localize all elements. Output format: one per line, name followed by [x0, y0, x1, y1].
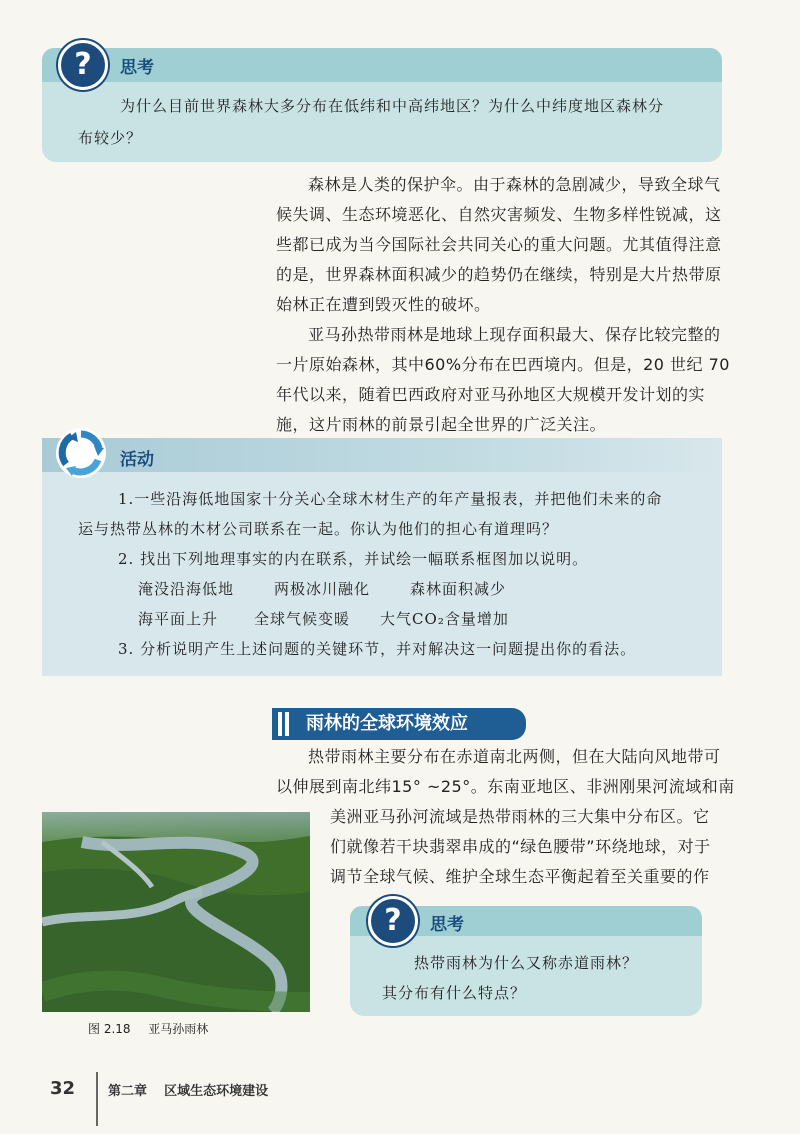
think-box-title: 思考 — [120, 58, 154, 78]
body-line: 美洲亚马孙河流域是热带雨林的三大集中分布区。它 — [330, 807, 710, 826]
body-line: 始林正在遭到毁灭性的破坏。 — [276, 295, 491, 314]
activity-item-1-line-2: 运与热带丛林的木材公司联系在一起。你认为他们的担心有道理吗？ — [78, 520, 559, 538]
body-paragraphs-2b — [330, 802, 730, 892]
think-box-line-1: 为什么目前世界森林大多分布在低纬和中高纬地区？为什么中纬度地区森林分 — [120, 97, 665, 115]
fact-item: 全球气候变暖 — [254, 610, 351, 628]
section-heading — [272, 708, 526, 740]
amazon-rainforest-photo — [42, 812, 310, 1012]
think-box-top — [42, 48, 722, 162]
fact-item: 海平面上升 — [138, 610, 219, 628]
body-line: 一片原始森林，其中60%分布在巴西境内。但是，20 世纪 70 — [276, 355, 730, 374]
think-box-question — [78, 90, 718, 154]
section-title: 雨林的全球环境效应 — [306, 713, 468, 734]
co2-formula: CO₂ — [412, 610, 445, 628]
body-line: 施，这片雨林的前景引起全世界的广泛关注。 — [276, 415, 607, 434]
fact-item: 两极冰川融化 — [274, 580, 371, 598]
footer-chapter — [108, 1080, 268, 1099]
body-paragraphs-2 — [276, 742, 736, 802]
figure-caption — [88, 1020, 208, 1037]
think-box-line-2: 布较少？ — [78, 129, 143, 147]
footer-divider — [96, 1072, 98, 1126]
think-box-2-line-2: 其分布有什么特点？ — [382, 984, 527, 1002]
fact-item: 大气 — [380, 610, 413, 628]
question-icon: ? — [368, 896, 418, 946]
fact-item: 含量增加 — [444, 610, 509, 628]
body-line: 的是，世界森林面积减少的趋势仍在继续，特别是大片热带原 — [276, 265, 722, 284]
body-line: 亚马孙热带雨林是地球上现存面积最大、保存比较完整的 — [308, 325, 721, 344]
body-line: 以伸展到南北纬15° ~25°。东南亚地区、非洲刚果河流域和南 — [276, 777, 735, 796]
activity-box — [42, 438, 722, 676]
fact-item: 森林面积减少 — [410, 580, 507, 598]
activity-item-1-line-1: 1.一些沿海低地国家十分关心全球木材生产的年产量报表，并把他们未来的命 — [118, 490, 663, 508]
fact-item: 淹没沿海低地 — [138, 580, 235, 598]
page-number: 32 — [50, 1078, 76, 1099]
activity-title: 活动 — [120, 450, 154, 470]
body-line: 调节全球气候、维护全球生态平衡起着至关重要的作 — [330, 867, 710, 886]
body-line: 森林是人类的保护伞。由于森林的急剧减少，导致全球气 — [308, 175, 721, 194]
body-line: 热带雨林主要分布在赤道南北两侧，但在大陆向风地带可 — [308, 747, 721, 766]
think-box-2-title: 思考 — [430, 915, 464, 935]
cycle-icon — [54, 426, 108, 480]
activity-item-2: 2. 找出下列地理事实的内在联系，并试绘一幅联系框图加以说明。 — [118, 550, 589, 568]
river-illustration — [42, 812, 310, 1012]
activity-facts-row-2 — [78, 604, 718, 634]
question-icon: ? — [58, 40, 108, 90]
body-line: 年代以来，随着巴西政府对亚马孙地区大规模开发计划的实 — [276, 385, 706, 404]
activity-item-3: 3. 分析说明产生上述问题的关键环节，并对解决这一问题提出你的看法。 — [118, 640, 637, 658]
chapter-label: 第二章 — [108, 1084, 148, 1099]
activity-content — [78, 484, 718, 664]
body-line: 些都已成为当今国际社会共同关心的重大问题。尤其值得注意 — [276, 235, 722, 254]
body-paragraphs-1 — [276, 170, 736, 440]
activity-facts-row-1 — [78, 574, 718, 604]
body-line: 们就像若干块翡翠串成的“绿色腰带”环绕地球，对于 — [330, 837, 711, 856]
think-box-2-question — [382, 948, 702, 1008]
figure-number: 图 2.18 — [88, 1022, 131, 1036]
figure-caption-text: 亚马孙雨林 — [148, 1022, 209, 1036]
body-line: 候失调、生态环境恶化、自然灾害频发、生物多样性锐减，这 — [276, 205, 722, 224]
think-box-2-line-1: 热带雨林为什么又称赤道雨林？ — [414, 954, 639, 972]
chapter-title: 区域生态环境建设 — [164, 1084, 269, 1099]
